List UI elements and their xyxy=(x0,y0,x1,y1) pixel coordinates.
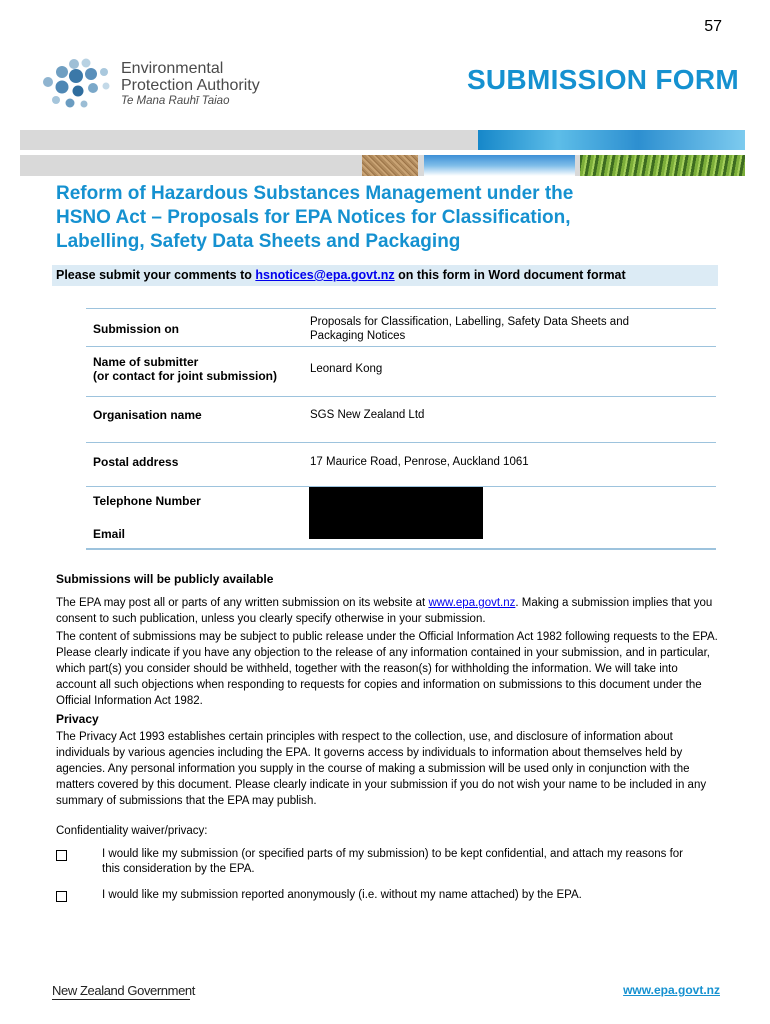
row-submission-on xyxy=(86,309,716,347)
submitter-label-line-1: Name of submitter xyxy=(93,355,199,369)
public-heading: Submissions will be publicly available xyxy=(56,572,274,586)
anonymous-option-label: I would like my submission reported anonymously (i.e. without my name attached) by the EPA. xyxy=(102,889,582,901)
document-heading xyxy=(56,182,706,254)
redacted-contact-block xyxy=(309,487,483,539)
submission-on-value-line-2: Packaging Notices xyxy=(310,330,406,342)
heading-line-1: Reform of Hazardous Substances Management under the xyxy=(56,183,574,204)
heading-line-2: HSNO Act – Proposals for EPA Notices for Classification, xyxy=(56,207,571,228)
privacy-heading: Privacy xyxy=(56,712,99,726)
anonymous-checkbox[interactable] xyxy=(56,891,67,902)
nz-government-underline xyxy=(52,999,190,1000)
submitter-details-table xyxy=(86,308,716,550)
public-paragraph-1 xyxy=(56,595,721,627)
epa-logo xyxy=(36,56,126,112)
row-submitter xyxy=(86,347,716,397)
org-line-2: Protection Authority xyxy=(121,77,260,94)
footer-website-link[interactable]: www.epa.govt.nz xyxy=(623,983,720,997)
form-title: SUBMISSION FORM xyxy=(466,64,739,95)
organisation-name xyxy=(121,60,260,108)
org-line-1: Environmental xyxy=(121,60,224,77)
row-postal xyxy=(86,443,716,487)
telephone-label: Telephone Number xyxy=(93,494,201,508)
banner-photo-water xyxy=(478,130,745,150)
postal-value: 17 Maurice Road, Penrose, Auckland 1061 xyxy=(310,456,529,468)
banner-photo-sky xyxy=(424,155,575,176)
heading-line-3: Labelling, Safety Data Sheets and Packaging xyxy=(56,231,461,252)
row-organisation xyxy=(86,397,716,443)
organisation-label: Organisation name xyxy=(93,408,202,422)
banner-photo-sand xyxy=(362,155,418,176)
banner-photo-fern xyxy=(580,155,745,176)
organisation-value: SGS New Zealand Ltd xyxy=(310,409,425,421)
public-p1-start: The EPA may post all or parts of any written submission on its website at xyxy=(56,597,429,609)
submitter-value: Leonard Kong xyxy=(310,363,383,375)
confidential-checkbox[interactable] xyxy=(56,850,67,861)
submission-instructions xyxy=(52,265,718,286)
submitter-label xyxy=(93,355,277,383)
epa-website-link[interactable]: www.epa.govt.nz xyxy=(428,597,516,609)
nz-government-logo xyxy=(52,983,195,1000)
nz-government-text: New Zealand Government xyxy=(52,983,195,998)
submission-on-value-line-1: Proposals for Classification, Labelling, Safety Data Sheets and xyxy=(310,316,629,328)
page-number: 57 xyxy=(704,18,722,35)
public-p1-end: . Making a submission implies that you consent to such publication, unless you clearly specify otherwise in your submission. xyxy=(56,597,713,625)
public-paragraph-2: The content of submissions may be subject to public release under the Official Information Act 1982 following requests to the EPA. Please clearly indicate if you have any objection to the release of any information contained in your submission, and in particular, which part(s) you consider should be withheld, together with the reason(s) for withholding the information. We will take into account all such objections when responding to requests for copies and information on submissions to this document under the Official Information Act 1982. xyxy=(56,631,718,707)
submit-email-link[interactable]: hsnotices@epa.govt.nz xyxy=(255,268,395,282)
email-label: Email xyxy=(93,527,126,541)
submit-prefix: Please submit your comments to xyxy=(56,268,256,282)
submission-on-value xyxy=(310,315,710,343)
confidential-option-label: I would like my submission (or specified parts of my submission) to be kept confidential, and attach my reasons for this consideration by the EPA. xyxy=(102,848,684,875)
submitter-label-line-2: (or contact for joint submission) xyxy=(93,369,278,383)
privacy-paragraph: The Privacy Act 1993 establishes certain principles with respect to the collection, use, and disclosure of information about individuals by various agencies including the EPA. It governs access by individuals to information about themselves held by agencies. Any personal information you supply in the course of making a submission will be used only in conjunction with the matters covered by this document. Please clearly indicate in your submission if you do not wish your name to be included in any summary of submissions that the EPA may publish. xyxy=(56,731,707,807)
waiver-heading: Confidentiality waiver/privacy: xyxy=(56,825,208,837)
org-tagline: Te Mana Rauhī Taiao xyxy=(121,95,230,107)
submit-suffix: on this form in Word document format xyxy=(394,268,626,282)
submission-on-label: Submission on xyxy=(93,322,180,336)
postal-label: Postal address xyxy=(93,455,179,469)
